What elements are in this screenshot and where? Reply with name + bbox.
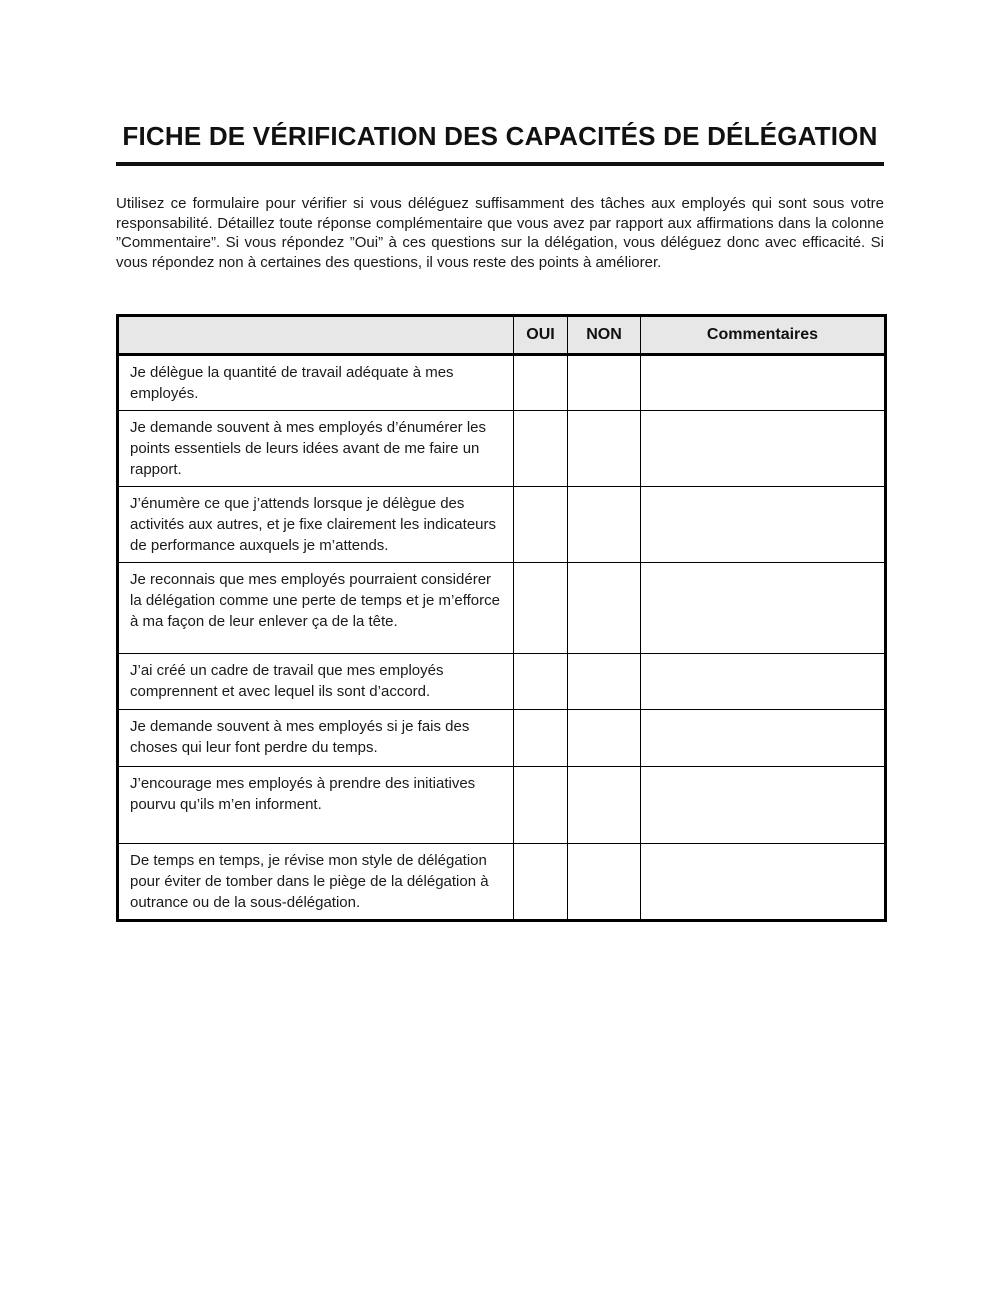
oui-answer-cell[interactable]: [514, 411, 568, 487]
oui-answer-cell[interactable]: [514, 844, 568, 921]
commentaires-column-header: Commentaires: [641, 316, 886, 355]
commentaire-cell[interactable]: [641, 767, 886, 844]
table-row: [118, 487, 886, 563]
table-row: [118, 710, 886, 767]
statement-column-header: [118, 316, 514, 355]
commentaire-cell[interactable]: [641, 710, 886, 767]
commentaire-cell[interactable]: [641, 654, 886, 710]
delegation-checklist-table: [116, 314, 887, 922]
oui-column-header: OUI: [514, 316, 568, 355]
statement-cell: De temps en temps, je révise mon style de délégation pour éviter de tomber dans le piège de la délégation à outrance ou de la sous-délégation.: [118, 844, 514, 921]
non-answer-cell[interactable]: [568, 710, 641, 767]
commentaire-cell[interactable]: [641, 487, 886, 563]
title-divider: [116, 162, 884, 166]
statement-cell: J’énumère ce que j’attends lorsque je délègue des activités aux autres, et je fixe clairement les indicateurs de performance auxquels je m’attends.: [118, 487, 514, 563]
oui-answer-cell[interactable]: [514, 710, 568, 767]
statement-cell: J’encourage mes employés à prendre des initiatives pourvu qu’ils m’en informent.: [118, 767, 514, 844]
commentaire-cell[interactable]: [641, 355, 886, 411]
table-row: [118, 411, 886, 487]
table-row: [118, 767, 886, 844]
non-answer-cell[interactable]: [568, 563, 641, 654]
non-answer-cell[interactable]: [568, 767, 641, 844]
table-row: [118, 844, 886, 921]
non-column-header: NON: [568, 316, 641, 355]
oui-answer-cell[interactable]: [514, 487, 568, 563]
non-answer-cell[interactable]: [568, 355, 641, 411]
non-answer-cell[interactable]: [568, 411, 641, 487]
commentaire-cell[interactable]: [641, 411, 886, 487]
document-content: [116, 0, 884, 922]
statement-cell: Je délègue la quantité de travail adéquate à mes employés.: [118, 355, 514, 411]
table-row: [118, 654, 886, 710]
commentaire-cell[interactable]: [641, 563, 886, 654]
statement-cell: Je demande souvent à mes employés d’énumérer les points essentiels de leurs idées avant de me faire un rapport.: [118, 411, 514, 487]
statement-cell: Je demande souvent à mes employés si je fais des choses qui leur font perdre du temps.: [118, 710, 514, 767]
non-answer-cell[interactable]: [568, 487, 641, 563]
table-header-row: [118, 316, 886, 355]
table-row: [118, 355, 886, 411]
oui-answer-cell[interactable]: [514, 654, 568, 710]
oui-answer-cell[interactable]: [514, 767, 568, 844]
page-title: FICHE DE VÉRIFICATION DES CAPACITÉS DE DÉLÉGATION: [122, 121, 878, 151]
non-answer-cell[interactable]: [568, 844, 641, 921]
oui-answer-cell[interactable]: [514, 563, 568, 654]
non-answer-cell[interactable]: [568, 654, 641, 710]
oui-answer-cell[interactable]: [514, 355, 568, 411]
statement-cell: Je reconnais que mes employés pourraient considérer la délégation comme une perte de temps et je m’efforce à ma façon de leur enlever ça de la tête.: [118, 563, 514, 654]
commentaire-cell[interactable]: [641, 844, 886, 921]
table-row: [118, 563, 886, 654]
statement-cell: J’ai créé un cadre de travail que mes employés comprennent et avec lequel ils sont d’accord.: [118, 654, 514, 710]
intro-paragraph: Utilisez ce formulaire pour vérifier si vous déléguez suffisamment des tâches aux employés qui sont sous votre responsabilité. Détaillez toute réponse complémentaire que vous avez par rapport aux affirmations dans la colonne ”Commentaire”. Si vous répondez ”Oui” à ces questions sur la délégation, vous déléguez donc avec efficacité. Si vous répondez non à certaines des questions, il vous reste des points à améliorer.: [116, 195, 884, 271]
